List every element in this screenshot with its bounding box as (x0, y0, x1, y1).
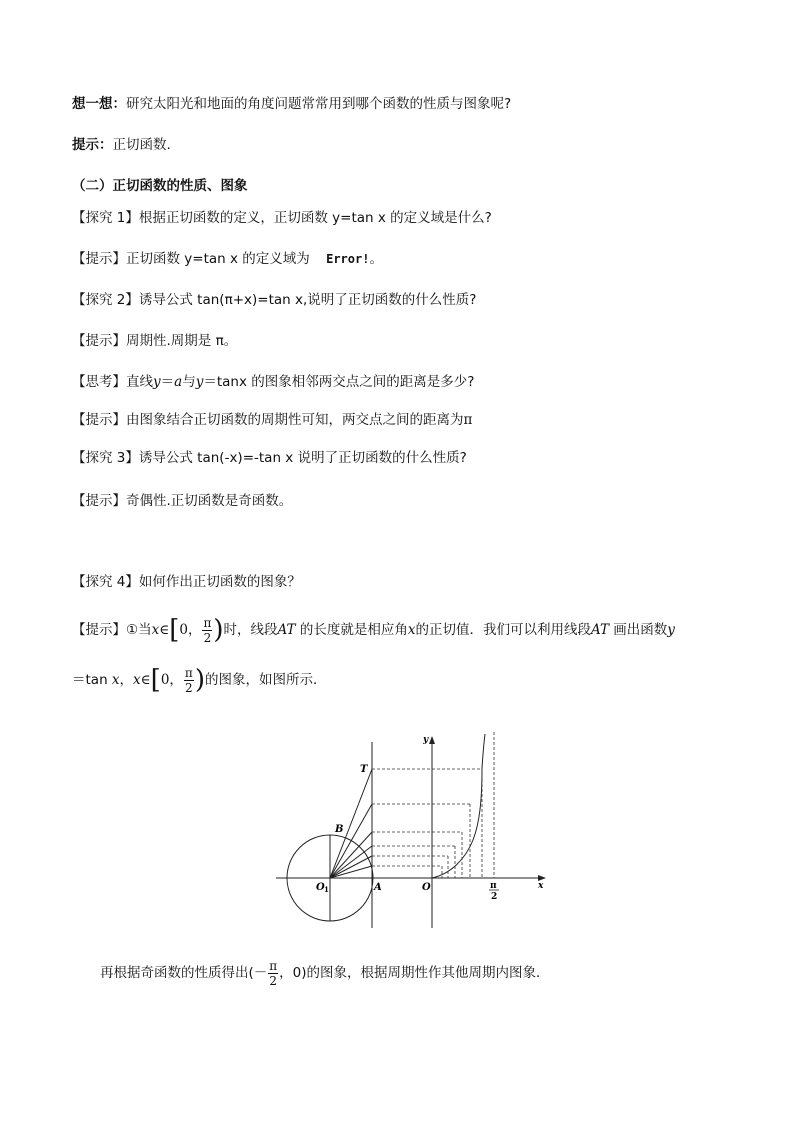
explore4-text: 如何作出正切函数的图象？ (138, 574, 301, 590)
y-axis-arrow (429, 736, 435, 744)
thinking-t2: 与 (182, 374, 196, 390)
explore2-tag: 【探究 2】 (72, 292, 139, 308)
label-y: y (423, 735, 429, 745)
hint5-l2-in: ∈ (140, 672, 151, 688)
hint5-tag: 【提示】 (72, 622, 126, 638)
hint5-at1: AT (277, 622, 296, 638)
final-t2: ，0)的图象，根据周期性作其他周期内图象． (279, 965, 550, 981)
tan-curve (432, 734, 485, 878)
explore-3 (72, 448, 467, 468)
hint5-rparen: ) (213, 615, 224, 645)
hint-4 (72, 491, 292, 511)
label-x: x (538, 881, 544, 891)
hint5-l2-fraction (184, 666, 194, 695)
hint-5-line-2 (72, 662, 326, 698)
final-line (100, 955, 550, 991)
hint5-l2-frac-num: π (184, 665, 193, 680)
hint5-in: ∈ (159, 622, 170, 638)
hint-2 (72, 331, 237, 351)
tangent-graph-figure (270, 728, 560, 933)
explore-2 (72, 290, 476, 310)
thinking-y1: y (153, 374, 161, 390)
hint0-label: 提示： (72, 137, 113, 153)
final-frac-den: 2 (269, 973, 278, 988)
hint2-text: 周期性.周期是 π。 (126, 333, 238, 349)
label-o1: O (316, 882, 325, 893)
explore-1 (72, 208, 492, 228)
hint5-x: x (151, 622, 160, 638)
section-title: （二）正切函数的性质、图象 (72, 178, 248, 194)
label-b: B (335, 824, 344, 835)
hint5-l2-x: x (111, 672, 120, 688)
think-text: 研究太阳光和地面的角度问题常常用到哪个函数的性质与图象呢? (126, 96, 512, 112)
hint-3 (72, 410, 472, 430)
hint1-tag: 【提示】 (72, 251, 126, 267)
hint5-lbracket: [ (169, 615, 180, 645)
label-t: T (360, 764, 368, 775)
hint-1 (72, 249, 383, 269)
hint1-text: 正切函数 y=tan x 的定义域为 (126, 251, 310, 267)
final-fraction (268, 959, 278, 988)
hint5-circled: ①当 (126, 622, 152, 638)
thinking-t1: 直线 (126, 374, 153, 390)
hint5-x2: x (407, 622, 416, 638)
hint5-y: y (667, 622, 675, 638)
hint5-l2-lbracket: [ (150, 665, 161, 695)
hint4-tag: 【提示】 (72, 493, 126, 509)
hint-0 (72, 135, 171, 155)
hint5-l2-frac-den: 2 (185, 680, 193, 695)
thinking (72, 372, 474, 392)
hint5-mid2: 的正切值．我们可以利用线段 (415, 622, 591, 638)
ray-3 (330, 832, 372, 878)
explore1-text: 根据正切函数的定义，正切函数 y=tan x 的定义域是什么? (138, 210, 492, 226)
hint3-pi: π (463, 412, 473, 428)
explore1-tag: 【探究 1】 (72, 210, 139, 226)
thinking-a: a (174, 374, 183, 390)
hint5-l2-tail: 的图象，如图所示． (204, 672, 327, 688)
explore2-text: 诱导公式 tan(π+x)=tan x,说明了正切函数的什么性质? (138, 292, 477, 308)
hint5-l2-eq: ＝tan (72, 672, 112, 688)
hint5-fraction (202, 616, 212, 645)
hint0-text: 正切函数. (112, 137, 171, 153)
hint5-frac-num: π (203, 615, 212, 630)
hint4-text: 奇偶性.正切函数是奇函数。 (126, 493, 293, 509)
hint5-l2-rparen: ) (194, 665, 205, 695)
hint-5-line-1 (72, 612, 675, 648)
final-t1: 再根据奇函数的性质得出(－ (100, 965, 268, 981)
thinking-y2: y (195, 374, 204, 390)
hint5-l2-zero: 0， (160, 672, 183, 688)
explore4-tag: 【探究 4】 (72, 574, 139, 590)
label-a: A (374, 882, 382, 893)
hint1-error: Error! (326, 252, 370, 266)
explore-4 (72, 572, 301, 592)
label-o1-sub: 1 (324, 885, 329, 894)
hint5-at2: AT (590, 622, 609, 638)
hint5-after: 时，线段 (223, 622, 278, 638)
think-question (72, 94, 511, 114)
thinking-tag: 【思考】 (72, 374, 126, 390)
hint5-mid: 的长度就是相应角 (299, 622, 408, 638)
think-label: 想一想： (72, 96, 126, 112)
hint5-l2-x2: x (133, 672, 141, 688)
hint2-tag: 【提示】 (72, 333, 126, 349)
hint5-l2-comma: ， (119, 672, 134, 688)
label-pi: π (490, 881, 497, 891)
hint5-frac-den: 2 (203, 630, 212, 645)
explore3-tag: 【探究 3】 (72, 450, 139, 466)
thinking-eq: ＝ (160, 374, 175, 390)
hint3-tag: 【提示】 (72, 412, 126, 428)
hint5-zero: 0， (179, 622, 202, 638)
hint5-end: 画出函数 (613, 622, 668, 638)
thinking-t3: ＝tanx 的图象相邻两交点之间的距离是多少? (203, 374, 475, 390)
hint1-end: 。 (369, 251, 383, 267)
label-o: O (422, 882, 431, 893)
hint3-text: 由图象结合正切函数的周期性可知，两交点之间的距离为 (126, 412, 464, 428)
explore3-text: 诱导公式 tan(-x)=-tan x 说明了正切函数的什么性质? (138, 450, 467, 466)
final-frac-num: π (269, 958, 278, 973)
label-two: 2 (491, 892, 498, 902)
